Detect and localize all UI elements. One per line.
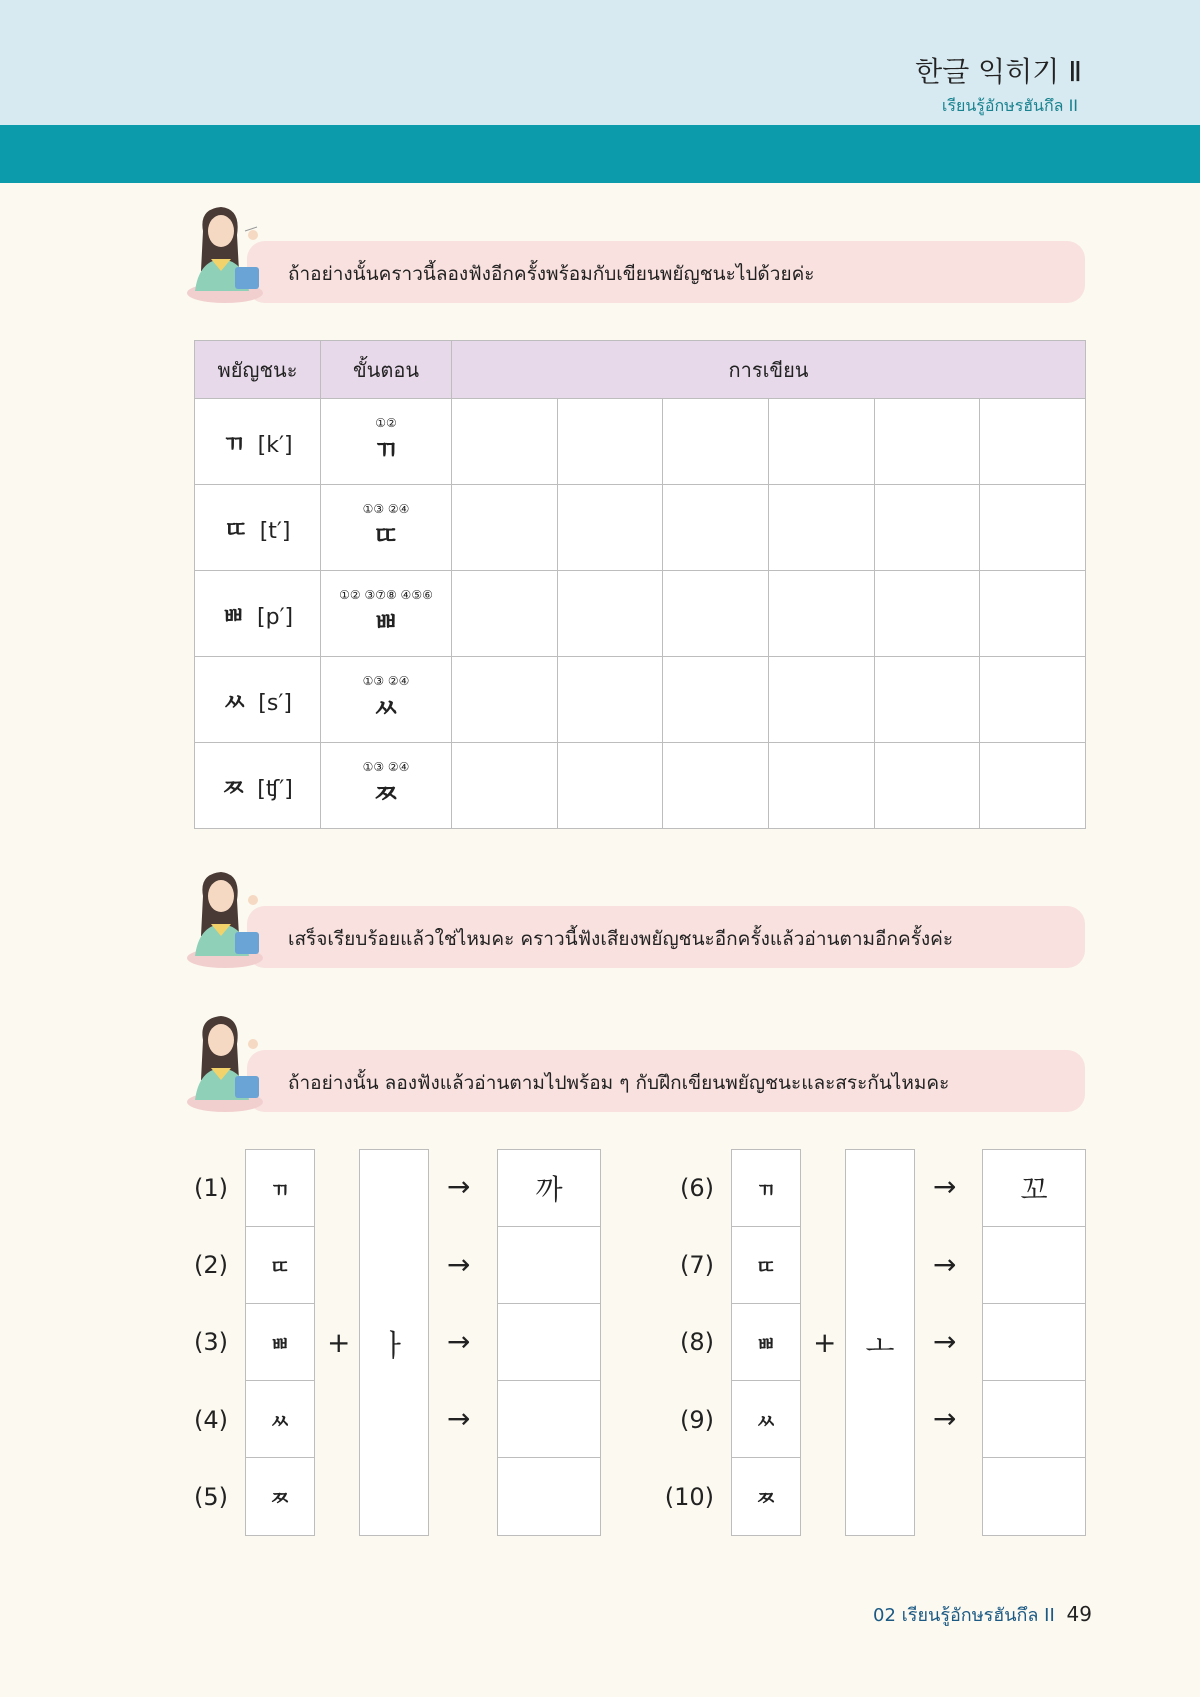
exercise-label: (4) [194, 1406, 228, 1434]
practice-cell[interactable] [768, 743, 874, 829]
table-row [195, 657, 1086, 743]
exercise-label: (6) [680, 1174, 714, 1202]
stroke-numbers: ①② [375, 416, 397, 430]
practice-cell[interactable] [557, 571, 663, 657]
result-cell[interactable] [498, 1304, 600, 1381]
instruction-text: เสร็จเรียบร้อยแล้วใช่ไหมคะ คราวนี้ฟังเสียงพยัญชนะอีกครั้งแล้วอ่านตามอีกครั้งค่ะ [288, 928, 954, 950]
vowel-box-right: ㅗ [845, 1149, 915, 1536]
arrow: → [933, 1402, 957, 1435]
consonant-cell: ㅆ [732, 1381, 800, 1458]
consonant-cell: ㄲ [732, 1150, 800, 1227]
practice-cell[interactable] [452, 485, 558, 571]
practice-cell[interactable] [874, 743, 980, 829]
stroke-order-glyph: ㅉ [373, 780, 399, 810]
practice-cell[interactable] [980, 571, 1086, 657]
exercise-label: (3) [194, 1328, 228, 1356]
exercise-label: (8) [680, 1328, 714, 1356]
col-header-consonant: พยัญชนะ [195, 341, 321, 399]
page-subtitle: เรียนรู้อักษรฮันกึล II [941, 96, 1078, 115]
consonant-cell: ㅆ [246, 1381, 314, 1458]
consonant-cell: ㅉ [756, 1486, 776, 1510]
consonant-ipa: [s′] [258, 691, 292, 716]
practice-cell[interactable] [557, 485, 663, 571]
consonant-column-left [245, 1149, 315, 1536]
arrow: → [933, 1325, 957, 1358]
practice-cell[interactable] [874, 399, 980, 485]
stroke-order-glyph: ㅃ [373, 608, 399, 638]
chapter-label: 02 เรียนรู้อักษรฮันกึล II [873, 1605, 1055, 1626]
practice-cell[interactable] [980, 743, 1086, 829]
result-column-right [982, 1149, 1086, 1536]
consonant-ipa: [p′] [257, 605, 294, 630]
plus-sign: + [327, 1326, 351, 1359]
practice-cell[interactable] [557, 657, 663, 743]
result-cell[interactable] [983, 1381, 1085, 1458]
practice-cell[interactable] [557, 399, 663, 485]
instruction-bubble-2 [185, 902, 1085, 968]
result-cell[interactable] [498, 1227, 600, 1304]
instruction-bubble-1 [185, 237, 1085, 303]
exercise-label: (1) [194, 1174, 228, 1202]
consonant-cell: ㅃ [732, 1304, 800, 1381]
consonant-char: ㅆ [223, 688, 247, 716]
teacher-avatar [185, 1010, 271, 1114]
arrow: → [447, 1325, 471, 1358]
practice-cell[interactable] [663, 399, 769, 485]
consonant-cell: ㄲ [246, 1150, 314, 1227]
consonant-cell: ㅃ [246, 1304, 314, 1381]
consonant-char: ㅉ [222, 774, 246, 802]
stroke-numbers: ①② ③⑦⑧ ④⑤⑥ [339, 588, 433, 602]
stroke-order-glyph: ㄸ [373, 522, 399, 552]
practice-cell[interactable] [768, 485, 874, 571]
consonant-cell: ㄸ [732, 1227, 800, 1304]
header-stripe [0, 125, 1200, 183]
vowel-box-left: ㅏ [359, 1149, 429, 1536]
table-row [195, 399, 1086, 485]
practice-cell[interactable] [874, 657, 980, 743]
col-header-writing: การเขียน [452, 341, 1086, 399]
page-footer [873, 1600, 1092, 1629]
table-row [195, 485, 1086, 571]
teacher-avatar [185, 866, 271, 970]
practice-cell[interactable] [557, 743, 663, 829]
practice-cell[interactable] [663, 571, 769, 657]
consonant-char: ㅃ [221, 602, 246, 630]
practice-cell[interactable] [874, 571, 980, 657]
table-row [195, 571, 1086, 657]
arrow: → [447, 1170, 471, 1203]
col-header-steps: ขั้นตอน [321, 341, 452, 399]
arrow: → [933, 1170, 957, 1203]
consonant-char: ㄲ [222, 430, 246, 458]
consonant-cell: ㅉ [270, 1486, 290, 1510]
practice-cell[interactable] [980, 485, 1086, 571]
result-column-left [497, 1149, 601, 1536]
consonant-cell: ㄸ [246, 1227, 314, 1304]
practice-cell[interactable] [663, 657, 769, 743]
practice-cell[interactable] [874, 485, 980, 571]
consonant-char: ㄸ [224, 516, 248, 544]
table-row [195, 743, 1086, 829]
instruction-bubble-3 [185, 1046, 1085, 1112]
arrow: → [447, 1402, 471, 1435]
result-cell[interactable] [983, 1227, 1085, 1304]
practice-cell[interactable] [452, 571, 558, 657]
stroke-numbers: ①③ ②④ [362, 760, 410, 774]
result-cell[interactable]: 꼬 [983, 1150, 1085, 1227]
instruction-text: ถ้าอย่างนั้น ลองฟังแล้วอ่านตามไปพร้อม ๆ กับฝึกเขียนพยัญชนะและสระกันไหมคะ [288, 1072, 950, 1094]
practice-cell[interactable] [768, 571, 874, 657]
practice-cell[interactable] [452, 399, 558, 485]
practice-cell[interactable] [980, 399, 1086, 485]
result-cell[interactable] [983, 1304, 1085, 1381]
plus-sign: + [813, 1326, 837, 1359]
exercise-label: (9) [680, 1406, 714, 1434]
arrow: → [447, 1248, 471, 1281]
result-cell[interactable] [983, 1458, 1085, 1535]
exercise-label: (7) [680, 1251, 714, 1279]
writing-table [194, 340, 1086, 829]
teacher-avatar [185, 201, 271, 305]
stroke-numbers: ①③ ②④ [362, 502, 410, 516]
page-title: 한글 익히기 Ⅱ [915, 55, 1082, 88]
consonant-column-right [731, 1149, 801, 1536]
consonant-ipa: [ʧ′] [257, 777, 293, 802]
consonant-ipa: [t′] [259, 519, 291, 544]
practice-cell[interactable] [663, 485, 769, 571]
practice-cell[interactable] [768, 657, 874, 743]
exercise-label: (10) [664, 1483, 714, 1511]
practice-cell[interactable] [980, 657, 1086, 743]
stroke-order-glyph: ㅆ [373, 694, 399, 724]
result-cell[interactable] [498, 1458, 600, 1535]
exercise-label: (2) [194, 1251, 228, 1279]
practice-cell[interactable] [663, 743, 769, 829]
result-cell[interactable]: 까 [498, 1150, 600, 1227]
practice-cell[interactable] [452, 657, 558, 743]
stroke-numbers: ①③ ②④ [362, 674, 410, 688]
consonant-ipa: [k′] [257, 433, 293, 458]
practice-cell[interactable] [452, 743, 558, 829]
result-cell[interactable] [498, 1381, 600, 1458]
instruction-text: ถ้าอย่างนั้นคราวนี้ลองฟังอีกครั้งพร้อมกับเขียนพยัญชนะไปด้วยค่ะ [288, 263, 815, 285]
practice-cell[interactable] [768, 399, 874, 485]
arrow: → [933, 1248, 957, 1281]
page-number: 49 [1066, 1602, 1092, 1626]
stroke-order-glyph: ㄲ [373, 436, 399, 466]
exercise-label: (5) [194, 1483, 228, 1511]
